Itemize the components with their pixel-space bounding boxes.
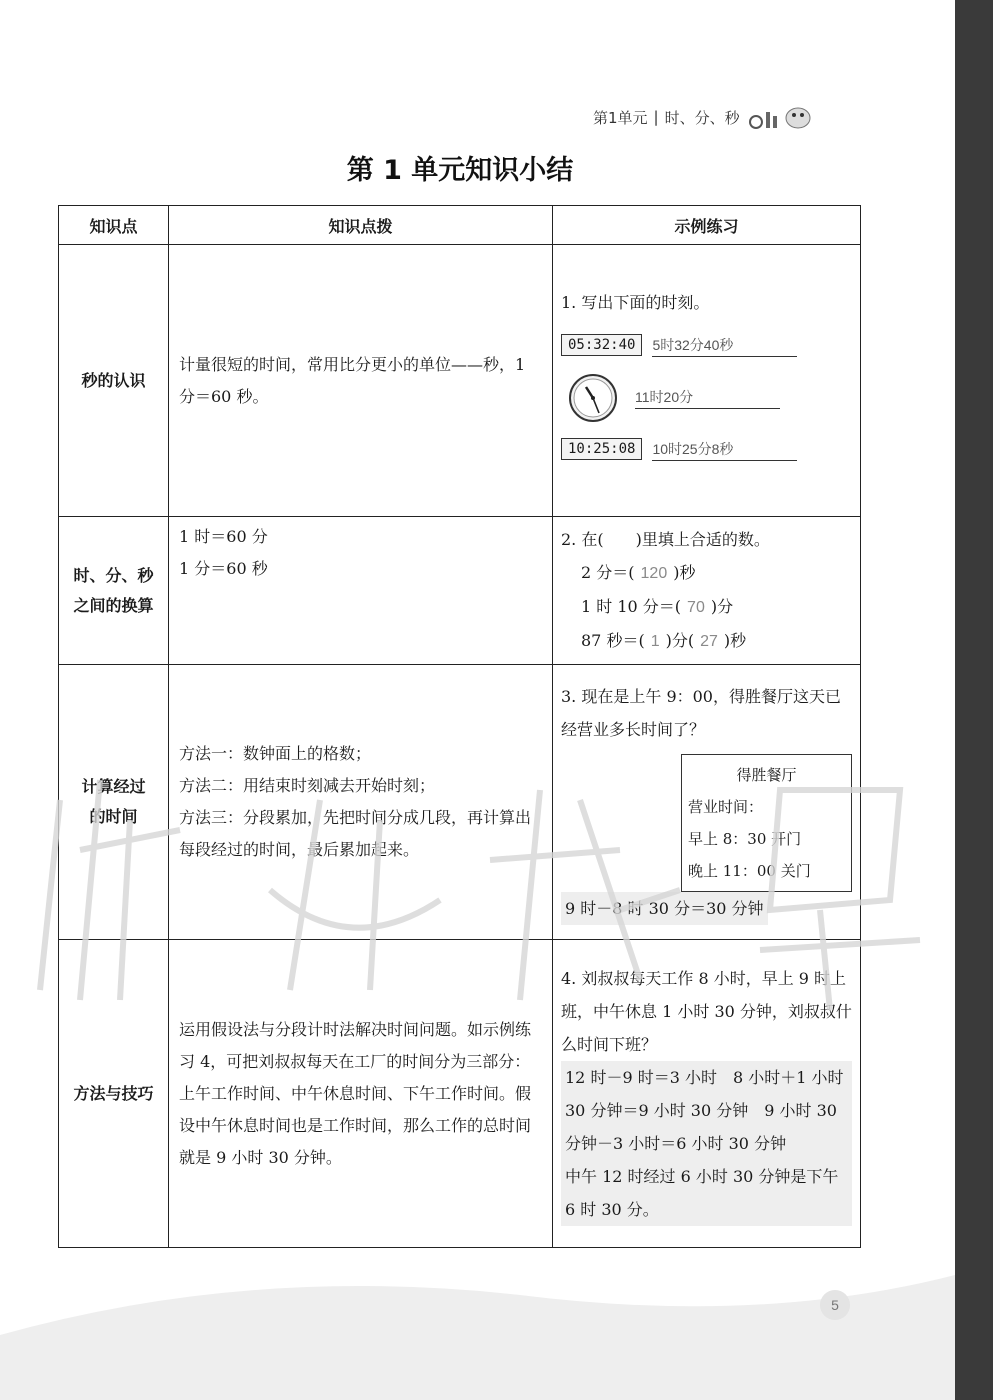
page-edge-strip	[955, 0, 993, 1400]
conversion-line	[561, 556, 852, 590]
conversion-line	[561, 624, 852, 658]
digital-clock: 05:32:40	[561, 334, 642, 356]
tip-line: 方法一：数钟面上的格数；	[179, 744, 372, 763]
header-separator: |	[653, 108, 659, 126]
table-header-row	[59, 206, 861, 245]
answer: 120	[640, 565, 668, 582]
header-example: 示例练习	[553, 206, 861, 245]
mascot-icon	[748, 102, 818, 132]
conversion-line	[561, 590, 852, 624]
footer-wave	[0, 1255, 955, 1400]
tip-line: 1 分＝60 秒	[179, 559, 268, 578]
answer: 12 时－9 时＝3 小时 8 小时＋1 小时 30 分钟＝9 小时 30 分钟 9 小时 30 分钟－3 小时＝6 小时 30 分钟	[561, 1061, 852, 1160]
unit-label: 第1单元	[593, 108, 648, 127]
answer: 5时32分40秒	[652, 334, 797, 357]
example-cell	[553, 940, 861, 1248]
answer: 27	[700, 633, 718, 650]
page-number: 5	[820, 1290, 850, 1320]
knowledge-point: 方法与技巧	[59, 940, 169, 1248]
topic-label: 时、分、秒	[664, 108, 740, 127]
analog-clock-icon	[561, 371, 625, 423]
text: 2 分＝(	[581, 563, 635, 582]
knowledge-point: 秒的认识	[59, 245, 169, 517]
table-row	[59, 517, 861, 665]
answer: 9 时－8 时 30 分＝30 分钟	[561, 892, 768, 925]
restaurant-sign	[681, 754, 852, 892]
tip-line: 1 时＝60 分	[179, 527, 268, 546]
explanation	[169, 665, 553, 940]
knowledge-point	[59, 517, 169, 665]
explanation: 计量很短的时间，常用比分更小的单位——秒，1 分＝60 秒。	[169, 245, 553, 517]
knowledge-point	[59, 665, 169, 940]
kp-line: 之间的换算	[73, 595, 154, 615]
text: 1 时 10 分＝(	[581, 597, 682, 616]
text: 87 秒＝(	[581, 631, 645, 650]
answer: 10时25分8秒	[652, 438, 797, 461]
tip-line: 方法三：分段累加，先把时间分成几段，再计算出每段经过的时间，最后累加起来。	[179, 808, 532, 859]
kp-line: 的时间	[89, 807, 138, 826]
header-knowledge-point: 知识点	[59, 206, 169, 245]
answer: 1	[650, 633, 660, 650]
sign-line: 营业时间：	[688, 797, 764, 816]
clock-item	[561, 423, 852, 475]
text: )分	[710, 597, 734, 616]
answer: 中午 12 时经过 6 小时 30 分钟是下午 6 时 30 分。	[561, 1160, 852, 1226]
example-cell	[553, 245, 861, 517]
kp-line: 时、分、秒	[73, 565, 154, 585]
answer: 11时20分	[635, 386, 780, 409]
text: )秒	[673, 563, 696, 582]
explanation: 运用假设法与分段计时法解决时间问题。如示例练习 4，可把刘叔叔每天在工厂的时间分为三部分：上午工作时间、中午休息时间、下午工作时间。假设中午休息时间也是工作时间，那么工作的总时间就是 9 小时 30 分钟。	[169, 940, 553, 1248]
running-header	[593, 100, 873, 134]
digital-clock: 10:25:08	[561, 438, 642, 460]
explanation	[169, 517, 553, 665]
sign-line: 早上 8：30 开门	[688, 829, 802, 848]
answer: 70	[687, 599, 705, 616]
clock-item	[561, 319, 852, 371]
example-cell	[553, 665, 861, 940]
table-row	[59, 940, 861, 1248]
tip-line: 方法二：用结束时刻减去开始时刻；	[179, 776, 436, 795]
table-row	[59, 665, 861, 940]
text: )秒	[723, 631, 747, 650]
clock-item	[561, 371, 852, 423]
kp-line: 计算经过	[81, 777, 146, 796]
sign-title: 得胜餐厅	[736, 765, 797, 784]
question: 2. 在( )里填上合适的数。	[561, 530, 770, 549]
summary-table	[58, 205, 861, 1248]
header-explanation: 知识点拨	[169, 206, 553, 245]
question: 4. 刘叔叔每天工作 8 小时，早上 9 时上班，中午休息 1 小时 30 分钟，刘叔叔什么时间下班？	[561, 968, 852, 1054]
table-row	[59, 245, 861, 517]
text: )分(	[665, 631, 695, 650]
question: 3. 现在是上午 9：00，得胜餐厅这天已经营业多长时间了？	[561, 686, 841, 739]
question: 1. 写出下面的时刻。	[561, 293, 710, 312]
sign-line: 晚上 11：00 关门	[688, 861, 811, 880]
page-title: 第 1 单元知识小结	[346, 155, 574, 186]
example-cell	[553, 517, 861, 665]
